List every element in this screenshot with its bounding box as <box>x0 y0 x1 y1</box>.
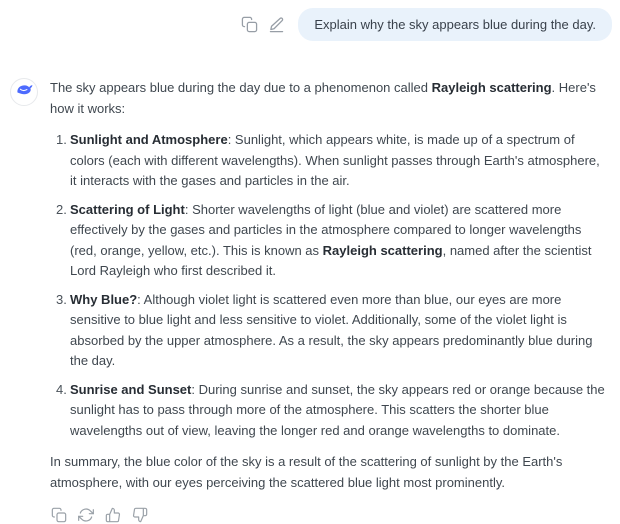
copy-icon <box>241 16 258 33</box>
list-item-text: Why Blue?: Although violet light is scattered even more than blue, our eyes are more sensitive to blue light and less sensitive to violet. Additionally, some of the violet light is absorbed by the upper atmosphere. As a result, the sky appears predominantly blue during the day. <box>70 291 593 368</box>
list-item-2 <box>56 200 606 282</box>
response-action-bar <box>50 506 606 524</box>
regenerate-button[interactable] <box>77 506 95 524</box>
list-item-3 <box>56 290 606 372</box>
edit-user-message-button[interactable] <box>267 16 285 34</box>
list-item-text: Sunlight and Atmosphere: Sunlight, which appears white, is made up of a spectrum of colors (each with different wavelengths). When sunlight passes through Earth's atmosphere, it interacts with the gases and particles in the air. <box>70 132 600 188</box>
thumbs-down-button[interactable] <box>131 506 149 524</box>
user-message-row <box>0 0 620 41</box>
thumbs-up-button[interactable] <box>104 506 122 524</box>
list-number: 3. <box>56 291 67 307</box>
list-item-text: Sunrise and Sunset: During sunrise and sunset, the sky appears red or orange because the sunlight has to pass through more of the atmosphere. This scatters the shorter blue wavelengths out of view, leaving the longer red and orange wavelengths to dominate. <box>70 381 605 438</box>
user-message-text: Explain why the sky appears blue during the day. <box>314 17 596 32</box>
list-number: 2. <box>56 201 67 217</box>
whale-logo-icon <box>14 80 35 104</box>
list-item-text: Scattering of Light: Shorter wavelengths of light (blue and violet) are scattered more effectively by the gases and particles in the atmosphere compared to longer wavelengths (red, orange, yellow, etc.). This is known as Rayleigh scattering, named after the scientist Lord Rayleigh who first described it. <box>70 201 592 278</box>
copy-user-message-button[interactable] <box>240 16 258 34</box>
copy-icon <box>51 507 67 523</box>
intro-paragraph: The sky appears blue during the day due to a phenomenon called Rayleigh scattering. Here's how it works: <box>50 80 596 116</box>
assistant-message-row <box>0 78 620 524</box>
edit-pencil-icon <box>268 16 285 33</box>
steps-list <box>50 130 606 441</box>
assistant-avatar <box>10 78 38 106</box>
list-item-4 <box>56 380 606 442</box>
list-item-1 <box>56 130 606 192</box>
thumbs-up-icon <box>105 507 121 523</box>
list-number: 1. <box>56 132 67 147</box>
user-message-bubble <box>298 8 612 41</box>
regenerate-icon <box>78 507 94 523</box>
thumbs-down-icon <box>132 507 148 523</box>
copy-response-button[interactable] <box>50 506 68 524</box>
assistant-message-content <box>50 78 606 524</box>
list-number: 4. <box>56 381 67 397</box>
summary-paragraph: In summary, the blue color of the sky is a result of the scattering of sunlight by the Earth's atmosphere, with our eyes perceiving the scattered blue light most prominently. <box>50 454 563 490</box>
